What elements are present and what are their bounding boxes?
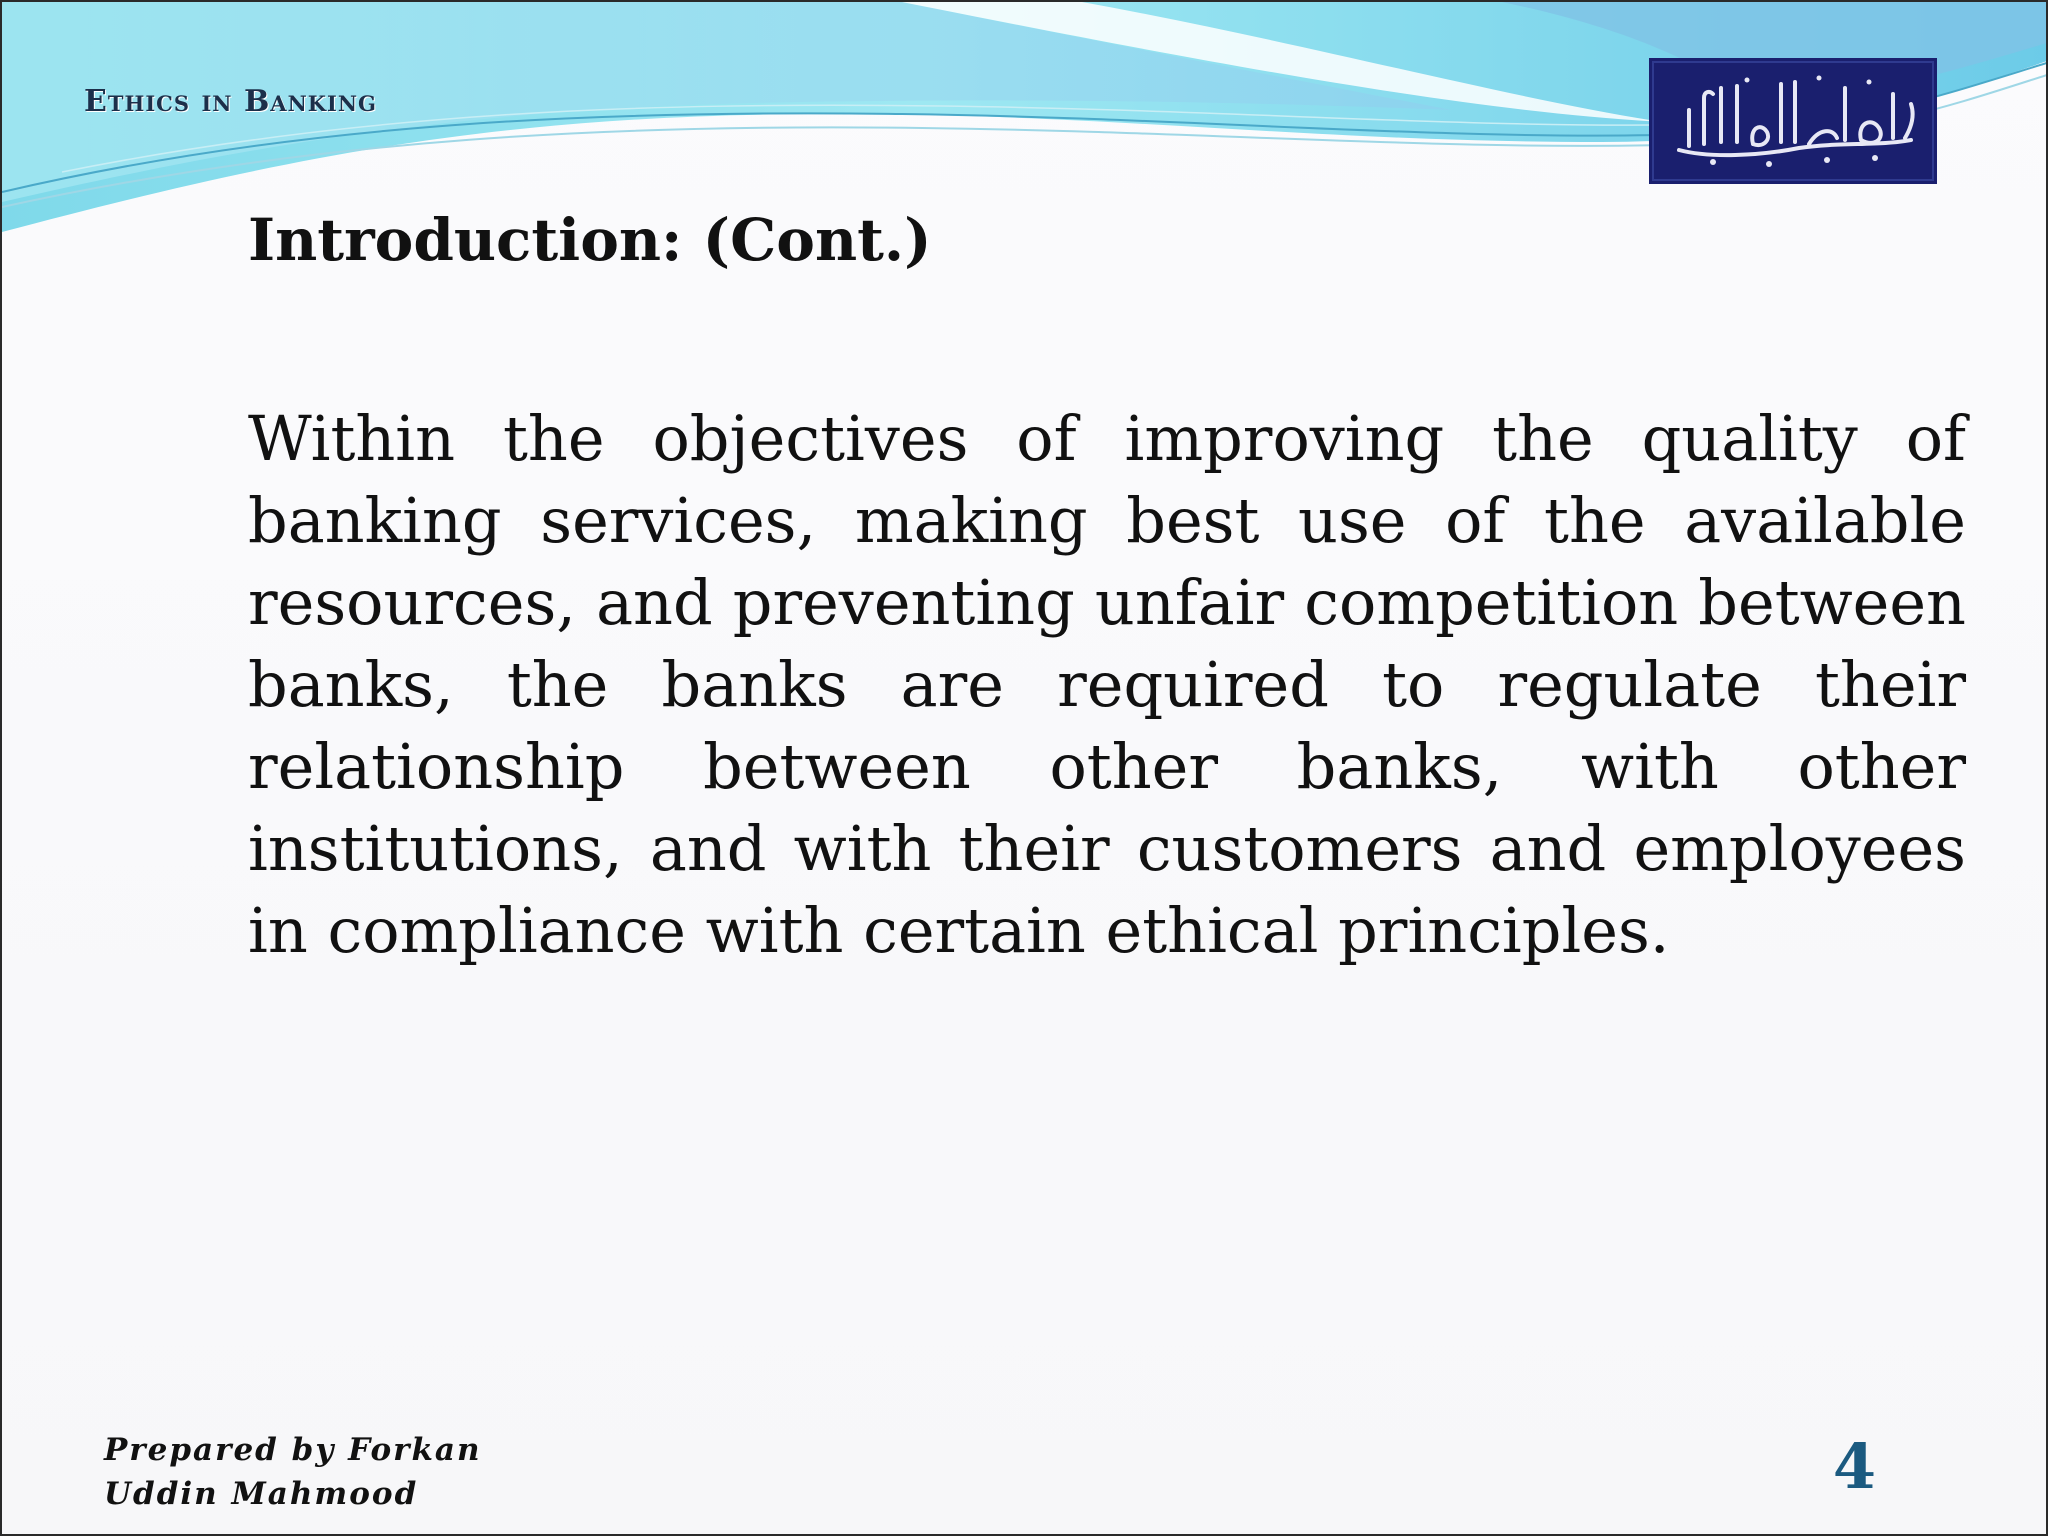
bismillah-calligraphy-icon bbox=[1649, 58, 1937, 184]
slide-title: Introduction: (Cont.) bbox=[248, 206, 932, 274]
page-number: 4 bbox=[1832, 1430, 1876, 1503]
header-title: Ethics in Banking bbox=[84, 84, 377, 119]
footer-author: Prepared by Forkan Uddin Mahmood bbox=[104, 1432, 482, 1512]
slide-body-text: Within the objectives of improving the quality of banking services, making best use of the available resources, and preventing unfair competition between banks, the banks are required to regulate their relationship between other banks, with other institutions, and with their customers and employees in compliance with certain ethical principles. bbox=[248, 402, 1966, 967]
